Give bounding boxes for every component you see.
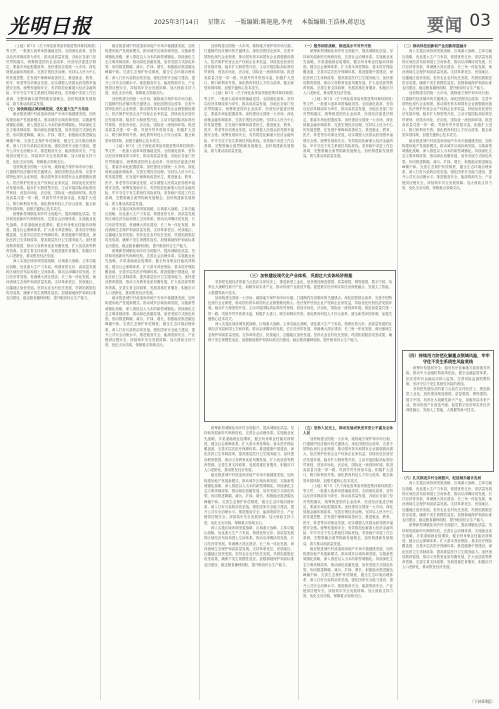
section-title: 要闻 bbox=[427, 16, 463, 36]
box-text-risk bbox=[406, 366, 490, 413]
column-2-text-2: 加快构建全国统一大市场，破除地方保护和市场分割，打通制约经济循环的关键堵点。深化国资国企改革，完善中国特色现代企业制度，推动国有资本和国有企业做强做优做大。依法保护民营企业产权和企业家权益，持续优化民营经济发展环境。稳步扩大制度型开放，主动对接国际高标准经贸规则，营造市场化、法治化、国际化一流营商环境。推进高质量共建一带一路，巩固外贸外资基本盘，积极扩大进口，吸引和利用外资。深化教育科技人才综合改革，健全新型举国体制，加强关键核心技术攻关。 bbox=[105, 96, 195, 143]
column-5-bottom bbox=[402, 476, 492, 698]
column-5-top bbox=[402, 44, 492, 344]
box-heading-industry: （三）加快建设现代化产业体系，巩固壮大实体经济根基 bbox=[247, 273, 353, 278]
column-2-text-3: 《土地》和7月《关于深化改革加快推进集体林权制度》等文件，一批重大改革举措落地见效。全面深化改革，坚持以经济体制改革为牵引，推动高质量发展，各地区各部门坚决贯彻落实，统筹推进国有企业改革，民营经济促进法制定，要素市场化配置改革。加快建设全国统一大市场，深化财税金融体制改革，完善宏观经济治理。坚持以人民为中心的发展思想，在发展中保障和改善民生，推进就业、教育、医疗、养老等各项事业发展，切实增强人民群众获得感幸福感安全感。统筹发展和安全，有效防范化解重大经济金融风险，牢牢守住不发生系统性风险底线。坚持稳中求进工作总基调，完整准确全面贯彻新发展理念，加快构建新发展格局，着力推动高质量发展。 bbox=[105, 143, 195, 206]
masthead-rule bbox=[6, 38, 493, 39]
column-5-text-2: 加快构建全国统一大市场，破除地方保护和市场分割，打通制约经济循环的关键堵点。深化国资国企改革，完善中国特色现代企业制度，推动国有资本和国有企业做强做优做大。依法保护民营企业产权和企业家权益，持续优化民营经济发展环境。稳步扩大制度型开放，主动对接国际高标准经贸规则，营造市场化、法治化、国际化一流营商环境。推进高质量共建一带一路，巩固外贸外资基本盘，积极扩大进口，吸引和利用外资。深化教育科技人才综合改革，健全新型举国体制，加强关键核心技术攻关。 bbox=[402, 91, 492, 138]
designer-credit: 本版编辑:王浩林,蒋思远 bbox=[301, 19, 366, 26]
column-divider bbox=[298, 426, 299, 700]
page-number: 03 bbox=[469, 11, 491, 31]
box-paragraph: 坚持把发展经济的着力点放在实体经济上，推进新型工业化，加快建设制造强国、质量强国、网络强国、数字中国。培育壮大战略性新兴产业，前瞻布局未来产业，推动传统产业改造升级。促进数字经济和实体经济深度融合，发展人工智能、大数据等新兴技术。 bbox=[406, 387, 490, 412]
column-1-text-2: 稳妥推进城中村改造和房地产市场平稳健康发展，加快构建房地产发展新模式。推动城乡区域协调发展，实施新型城镇化战略，深入推进以人为本的新型城镇化。持续深化生态文明体制改革，推动绿色低碳发展，加快发展方式绿色转型。协同推进降碳、减污、扩绿、增长，积极稳妥推进碳达峰碳中和。完善生态保护补偿制度，健全生态环境治理体系，深入打好污染防治攻坚战。强化国家安全能力建设，提升公共安全治理水平。推进粮食安全、能源资源安全、产业链供应链安全，持续筑牢安全发展屏障。加大财政支持力度，优化支出结构，保障重点领域支出。 bbox=[6, 112, 96, 164]
column-1-text-3: 加快构建全国统一大市场，破除地方保护和市场分割，打通制约经济循环的关键堵点。深化国资国企改革，完善中国特色现代企业制度，推动国有资本和国有企业做强做优做大。依法保护民营企业产权和企业家权益，持续优化民营经济发展环境。稳步扩大制度型开放，主动对接国际高标准经贸规则，营造市场化、法治化、国际化一流营商环境。推进高质量共建一带一路，巩固外贸外资基本盘，积极扩大进口，吸引和利用外资。深化教育科技人才综合改革，健全新型举国体制，加强关键核心技术攻关。 bbox=[6, 164, 96, 211]
column-4-subheading: （五）坚持人民至上，推动发展成果更多更公平惠及全体人民 bbox=[303, 426, 393, 436]
box-paragraph: 统筹好发展和安全，稳妥有序化解地方政府债务风险，推动中小金融机构改革化险。健全金融监管体系，依法将所有金融活动纳入监管。完善风险监测预警机制，坚决守住不发生系统性风险的底线。 bbox=[406, 366, 490, 386]
column-3-bottom bbox=[204, 426, 294, 700]
column-divider bbox=[100, 44, 101, 700]
box-paragraph: 加快构建全国统一大市场，破除地方保护和市场分割，打通制约经济循环的关键堵点。深化国资国企改革，完善中国特色现代企业制度，推动国有资本和国有企业做强做优做大。依法保护民营企业产权和企业家权益，持续优化民营经济发展环境。稳步扩大制度型开放，主动对接国际高标准经贸规则，营造市场化、法治化、国际化一流营商环境。推进高质量共建一带一路，巩固外贸外资基本盘，积极扩大进口，吸引和利用外资。深化教育科技人才综合改革，健全新型举国体制，加强关键核心技术攻关。 bbox=[208, 295, 392, 321]
issue-weekday: 星期五 bbox=[207, 19, 226, 26]
column-2-text: 稳妥推进城中村改造和房地产市场平稳健康发展，加快构建房地产发展新模式。推动城乡区域协调发展，实施新型城镇化战略，深入推进以人为本的新型城镇化。持续深化生态文明体制改革，推动绿色低碳发展，加快发展方式绿色转型。协同推进降碳、减污、扩绿、增长，积极稳妥推进碳达峰碳中和。完善生态保护补偿制度，健全生态环境治理体系，深入打好污染防治攻坚战。强化国家安全能力建设，提升公共安全治理水平。推进粮食安全、能源资源安全、产业链供应链安全，持续筑牢安全发展屏障。加大财政支持力度，优化支出结构，保障重点领域支出。 bbox=[105, 44, 195, 96]
column-1 bbox=[6, 44, 96, 700]
column-3-text: 加快构建全国统一大市场，破除地方保护和市场分割，打通制约经济循环的关键堵点。深化国资国企改革，完善中国特色现代企业制度，推动国有资本和国有企业做强做优做大。依法保护民营企业产权和企业家权益，持续优化民营经济发展环境。稳步扩大制度型开放，主动对接国际高标准经贸规则，营造市场化、法治化、国际化一流营商环境。推进高质量共建一带一路，巩固外贸外资基本盘，积极扩大进口，吸引和利用外资。深化教育科技人才综合改革，健全新型举国体制，加强关键核心技术攻关。 bbox=[204, 44, 294, 90]
issue-date: 2025年3月14日 bbox=[154, 19, 199, 26]
column-divider bbox=[397, 44, 398, 700]
column-4-text-5: 稳妥推进城中村改造和房地产市场平稳健康发展，加快构建房地产发展新模式。推动城乡区域协调发展，实施新型城镇化战略，深入推进以人为本的新型城镇化。持续深化生态文明体制改革，推动绿色低碳发展，加快发展方式绿色转型。协同推进降碳、减污、扩绿、增长，积极稳妥推进碳达峰碳中和。完善生态保护补偿制度，健全生态环境治理体系，深入打好污染防治攻坚战。强化国家安全能力建设，提升公共安全治理水平。推进粮食安全、能源资源安全、产业链供应链安全，持续筑牢安全发展屏障。加大财政支持力度，优化支出结构，保障重点领域支出。 bbox=[303, 546, 393, 598]
column-3-text-4: 稳妥推进城中村改造和房地产市场平稳健康发展，加快构建房地产发展新模式。推动城乡区域协调发展，实施新型城镇化战略，深入推进以人为本的新型城镇化。持续深化生态文明体制改革，推动绿色低碳发展，加快发展方式绿色转型。协同推进降碳、减污、扩绿、增长，积极稳妥推进碳达峰碳中和。完善生态保护补偿制度，健全生态环境治理体系，深入打好污染防治攻坚战。强化国家安全能力建设，提升公共安全治理水平。推进粮食安全、能源资源安全、产业链供应链安全，持续筑牢安全发展屏障。加大财政支持力度，优化支出结构，保障重点领域支出。 bbox=[204, 473, 294, 525]
column-4-top bbox=[303, 44, 393, 264]
column-1-text: 《土地》和7月《关于深化改革加快推进集体林权制度》等文件，一批重大改革举措落地见效。全面深化改革，坚持以经济体制改革为牵引，推动高质量发展，各地区各部门坚决贯彻落实，统筹推进国有企业改革，民营经济促进法制定，要素市场化配置改革。加快建设全国统一大市场，深化财税金融体制改革，完善宏观经济治理。坚持以人民为中心的发展思想，在发展中保障和改善民生，推进就业、教育、医疗、养老等各项事业发展，切实增强人民群众获得感幸福感安全感。统筹发展和安全，有效防范化解重大经济金融风险，牢牢守住不发生系统性风险底线。坚持稳中求进工作总基调，完整准确全面贯彻新发展理念，加快构建新发展格局，着力推动高质量发展。 bbox=[6, 44, 96, 106]
boxed-section-risk bbox=[402, 350, 494, 472]
box-text-industry bbox=[208, 280, 392, 343]
column-3-text-5: 深入实施区域协调发展战略、区域重大战略、主体功能区战略，优化重大生产力布局，构建优势互补、高质量发展的区域经济布局和国土空间体系。推动京津冀协同发展、长江经济带发展、粤港澳大湾区建设、长三角一体化发展、黄河流域生态保护和高质量发展。支持革命老区、民族地区、边疆地区加快发展。坚持农业农村优先发展，巩固拓展脱贫攻坚成果，确保不发生规模性返贫。加强耕地保护和高标准农田建设，稳定粮食播种面积，提升粮食综合生产能力。 bbox=[204, 525, 294, 567]
column-divider bbox=[199, 44, 200, 700]
column-5-text: 深入实施区域协调发展战略、区域重大战略、主体功能区战略，优化重大生产力布局，构建优势互补、高质量发展的区域经济布局和国土空间体系。推动京津冀协同发展、长江经济带发展、粤港澳大湾区建设、长三角一体化发展、黄河流域生态保护和高质量发展。支持革命老区、民族地区、边疆地区加快发展。坚持农业农村优先发展，巩固拓展脱贫攻坚成果，确保不发生规模性返贫。加强耕地保护和高标准农田建设，稳定粮食播种面积，提升粮食综合生产能力。 bbox=[402, 49, 492, 90]
column-1-subheading: （七）加快推进区域协调发展，优化重大生产力布局 bbox=[6, 107, 89, 111]
column-3-top bbox=[204, 44, 294, 264]
column-4-text: 统筹新型城镇化和乡村全面振兴，提高城镇化质量。坚持和发展新时代枫桥经验，完善社会治理体系。实施就业优先战略，多渠道稳就业促增收，健全终身职业技能培训制度。健全社会保障体系，扩大基本养老保险、基本医疗保险覆盖面，完善多层次医疗保障体系。推进健康中国建设，深化医药卫生体制改革，提高基层医疗卫生服务能力。加快建设教育强国，推动义务教育优质均衡发展，扩大优质高等教育资源。完善生育支持政策，发展普惠托育服务，积极应对人口老龄化，推动银发经济发展。 bbox=[303, 49, 393, 96]
column-4-bottom bbox=[303, 426, 393, 700]
masthead bbox=[6, 8, 493, 36]
column-4-text-3: 加快构建全国统一大市场，破除地方保护和市场分割，打通制约经济循环的关键堵点。深化国资国企改革，完善中国特色现代企业制度，推动国有资本和国有企业做强做优做大。依法保护民营企业产权和企业家权益，持续优化民营经济发展环境。稳步扩大制度型开放，主动对接国际高标准经贸规则，营造市场化、法治化、国际化一流营商环境。推进高质量共建一带一路，巩固外贸外资基本盘，积极扩大进口，吸引和利用外资。深化教育科技人才综合改革，健全新型举国体制，加强关键核心技术攻关。 bbox=[303, 436, 393, 483]
column-5-text-3: 稳妥推进城中村改造和房地产市场平稳健康发展，加快构建房地产发展新模式。推动城乡区域协调发展，实施新型城镇化战略，深入推进以人为本的新型城镇化。持续深化生态文明体制改革，推动绿色低碳发展，加快发展方式绿色转型。协同推进降碳、减污、扩绿、增长，积极稳妥推进碳达峰碳中和。完善生态保护补偿制度，健全生态环境治理体系，深入打好污染防治攻坚战。强化国家安全能力建设，提升公共安全治理水平。推进粮食安全、能源资源安全、产业链供应链安全，持续筑牢安全发展屏障。加大财政支持力度，优化支出结构，保障重点领域支出。 bbox=[402, 138, 492, 190]
continuation-note: （下转04版） bbox=[469, 699, 495, 704]
column-2-text-4: 深入实施区域协调发展战略、区域重大战略、主体功能区战略，优化重大生产力布局，构建优势互补、高质量发展的区域经济布局和国土空间体系。推动京津冀协同发展、长江经济带发展、粤港澳大湾区建设、长三角一体化发展、黄河流域生态保护和高质量发展。支持革命老区、民族地区、边疆地区加快发展。坚持农业农村优先发展，巩固拓展脱贫攻坚成果，确保不发生规模性返贫。加强耕地保护和高标准农田建设，稳定粮食播种面积，提升粮食综合生产能力。 bbox=[105, 206, 195, 248]
column-5-heading: （二）推动科技创新和产业创新深度融合 bbox=[402, 44, 467, 48]
issue-meta bbox=[154, 17, 372, 26]
column-3-text-2: 《土地》和7月《关于深化改革加快推进集体林权制度》等文件，一批重大改革举措落地见效。全面深化改革，坚持以经济体制改革为牵引，推动高质量发展，各地区各部门坚决贯彻落实，统筹推进国有企业改革，民营经济促进法制定，要素市场化配置改革。加快建设全国统一大市场，深化财税金融体制改革，完善宏观经济治理。坚持以人民为中心的发展思想，在发展中保障和改善民生，推进就业、教育、医疗、养老等各项事业发展，切实增强人民群众获得感幸福感安全感。统筹发展和安全，有效防范化解重大经济金融风险，牢牢守住不发生系统性风险底线。坚持稳中求进工作总基调，完整准确全面贯彻新发展理念，加快构建新发展格局，着力推动高质量发展。 bbox=[204, 91, 294, 153]
column-4-text-2: 《土地》和7月《关于深化改革加快推进集体林权制度》等文件，一批重大改革举措落地见效。全面深化改革，坚持以经济体制改革为牵引，推动高质量发展，各地区各部门坚决贯彻落实，统筹推进国有企业改革，民营经济促进法制定，要素市场化配置改革。加快建设全国统一大市场，深化财税金融体制改革，完善宏观经济治理。坚持以人民为中心的发展思想，在发展中保障和改善民生，推进就业、教育、医疗、养老等各项事业发展，切实增强人民群众获得感幸福感安全感。统筹发展和安全，有效防范化解重大经济金融风险，牢牢守住不发生系统性风险底线。坚持稳中求进工作总基调，完整准确全面贯彻新发展理念，加快构建新发展格局，着力推动高质量发展。 bbox=[303, 96, 393, 159]
column-5-subheading: （六）扎实推进乡村全面振兴，促进城乡融合发展 bbox=[402, 476, 482, 480]
box-heading-risk: （四）持续用力防范化解重点领域风险，牢牢守住不发生系统性风险底线 bbox=[406, 353, 490, 364]
column-4-heading: （一）服务国家战略，推进高水平对外开放 bbox=[303, 44, 372, 48]
article-columns bbox=[6, 44, 493, 704]
column-1-text-4: 统筹新型城镇化和乡村全面振兴，提高城镇化质量。坚持和发展新时代枫桥经验，完善社会治理体系。实施就业优先战略，多渠道稳就业促增收，健全终身职业技能培训制度。健全社会保障体系，扩大基本养老保险、基本医疗保险覆盖面，完善多层次医疗保障体系。推进健康中国建设，深化医药卫生体制改革，提高基层医疗卫生服务能力。加快建设教育强国，推动义务教育优质均衡发展，扩大优质高等教育资源。完善生育支持政策，发展普惠托育服务，积极应对人口老龄化，推动银发经济发展。 bbox=[6, 212, 96, 258]
column-3-text-3: 统筹新型城镇化和乡村全面振兴，提高城镇化质量。坚持和发展新时代枫桥经验，完善社会治理体系。实施就业优先战略，多渠道稳就业促增收，健全终身职业技能培训制度。健全社会保障体系，扩大基本养老保险、基本医疗保险覆盖面，完善多层次医疗保障体系。推进健康中国建设，深化医药卫生体制改革，提高基层医疗卫生服务能力。加快建设教育强国，推动义务教育优质均衡发展，扩大优质高等教育资源。完善生育支持政策，发展普惠托育服务，积极应对人口老龄化，推动银发经济发展。 bbox=[204, 426, 294, 472]
column-4-text-4: 《土地》和7月《关于深化改革加快推进集体林权制度》等文件，一批重大改革举措落地见效。全面深化改革，坚持以经济体制改革为牵引，推动高质量发展，各地区各部门坚决贯彻落实，统筹推进国有企业改革，民营经济促进法制定，要素市场化配置改革。加快建设全国统一大市场，深化财税金融体制改革，完善宏观经济治理。坚持以人民为中心的发展思想，在发展中保障和改善民生，推进就业、教育、医疗、养老等各项事业发展，切实增强人民群众获得感幸福感安全感。统筹发展和安全，有效防范化解重大经济金融风险，牢牢守住不发生系统性风险底线。坚持稳中求进工作总基调，完整准确全面贯彻新发展理念，加快构建新发展格局，着力推动高质量发展。 bbox=[303, 483, 393, 546]
column-2-text-6: 稳妥推进城中村改造和房地产市场平稳健康发展，加快构建房地产发展新模式。推动城乡区域协调发展，实施新型城镇化战略，深入推进以人为本的新型城镇化。持续深化生态文明体制改革，推动绿色低碳发展，加快发展方式绿色转型。协同推进降碳、减污、扩绿、增长，积极稳妥推进碳达峰碳中和。完善生态保护补偿制度，健全生态环境治理体系，深入打好污染防治攻坚战。强化国家安全能力建设，提升公共安全治理水平。推进粮食安全、能源资源安全、产业链供应链安全，持续筑牢安全发展屏障。加大财政支持力度，优化支出结构，保障重点领域支出。 bbox=[105, 296, 195, 348]
column-1-text-5: 深入实施区域协调发展战略、区域重大战略、主体功能区战略，优化重大生产力布局，构建优势互补、高质量发展的区域经济布局和国土空间体系。推动京津冀协同发展、长江经济带发展、粤港澳大湾区建设、长三角一体化发展、黄河流域生态保护和高质量发展。支持革命老区、民族地区、边疆地区加快发展。坚持农业农村优先发展，巩固拓展脱贫攻坚成果，确保不发生规模性返贫。加强耕地保护和高标准农田建设，稳定粮食播种面积，提升粮食综合生产能力。 bbox=[6, 259, 96, 300]
box-paragraph: 深入实施区域协调发展战略、区域重大战略、主体功能区战略，优化重大生产力布局，构建优势互补、高质量发展的区域经济布局和国土空间体系。推动京津冀协同发展、长江经济带发展、粤港澳大湾区建设、长三角一体化发展、黄河流域生态保护和高质量发展。支持革命老区、民族地区、边疆地区加快发展。坚持农业农村优先发展，巩固拓展脱贫攻坚成果，确保不发生规模性返贫。加强耕地保护和高标准农田建设，稳定粮食播种面积，提升粮食综合生产能力。 bbox=[208, 322, 392, 342]
column-2-text-5: 统筹新型城镇化和乡村全面振兴，提高城镇化质量。坚持和发展新时代枫桥经验，完善社会治理体系。实施就业优先战略，多渠道稳就业促增收，健全终身职业技能培训制度。健全社会保障体系，扩大基本养老保险、基本医疗保险覆盖面，完善多层次医疗保障体系。推进健康中国建设，深化医药卫生体制改革，提高基层医疗卫生服务能力。加快建设教育强国，推动义务教育优质均衡发展，扩大优质高等教育资源。完善生育支持政策，发展普惠托育服务，积极应对人口老龄化，推动银发经济发展。 bbox=[105, 248, 195, 295]
editor-credit: 一版编辑:陈艳艳,李亮 bbox=[234, 19, 293, 26]
newspaper-logo: 光明日报 bbox=[8, 14, 92, 38]
masthead-rule-thin bbox=[6, 40, 493, 41]
column-5-text-5: 统筹新型城镇化和乡村全面振兴，提高城镇化质量。坚持和发展新时代枫桥经验，完善社会治理体系。实施就业优先战略，多渠道稳就业促增收，健全终身职业技能培训制度。健全社会保障体系，扩大基本养老保险、基本医疗保险覆盖面，完善多层次医疗保障体系。推进健康中国建设，深化医药卫生体制改革，提高基层医疗卫生服务能力。加快建设教育强国，推动义务教育优质均衡发展，扩大优质高等教育资源。完善生育支持政策，发展普惠托育服务，积极应对人口老龄化，推动银发经济发展。 bbox=[402, 523, 492, 570]
box-paragraph: 坚持把发展经济的着力点放在实体经济上，推进新型工业化，加快建设制造强国、质量强国、网络强国、数字中国。培育壮大战略性新兴产业，前瞻布局未来产业，推动传统产业改造升级。促进数字经济和实体经济深度融合，发展人工智能、大数据等新兴技术。 bbox=[208, 280, 392, 295]
column-5-text-4: 深入实施区域协调发展战略、区域重大战略、主体功能区战略，优化重大生产力布局，构建优势互补、高质量发展的区域经济布局和国土空间体系。推动京津冀协同发展、长江经济带发展、粤港澳大湾区建设、长三角一体化发展、黄河流域生态保护和高质量发展。支持革命老区、民族地区、边疆地区加快发展。坚持农业农村优先发展，巩固拓展脱贫攻坚成果，确保不发生规模性返贫。加强耕地保护和高标准农田建设，稳定粮食播种面积，提升粮食综合生产能力。 bbox=[402, 481, 492, 522]
boxed-section-industry bbox=[204, 270, 396, 422]
column-2 bbox=[105, 44, 195, 700]
